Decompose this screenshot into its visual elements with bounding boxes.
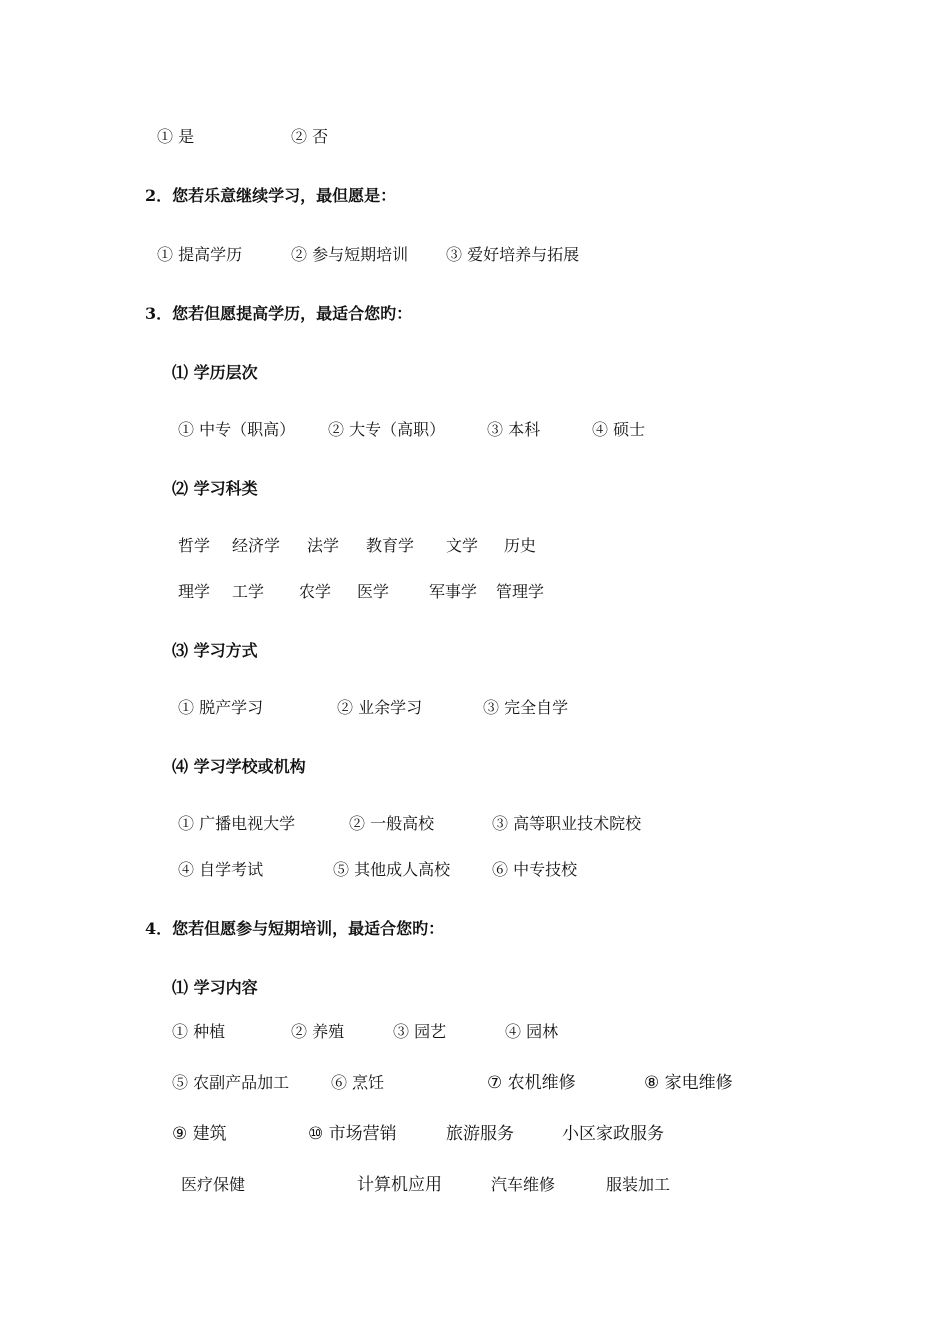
q3-sub1-option-4: ④ 硕士 bbox=[592, 420, 646, 439]
content-option: ⑦ 农机维修 bbox=[487, 1073, 576, 1093]
content-option: ⑩ 市场营销 bbox=[308, 1124, 397, 1144]
subject-item: 教育学 bbox=[366, 536, 415, 555]
q2-title: 2．您若乐意继续学习，最但愿是： bbox=[145, 186, 397, 205]
q4-sub1-title: ⑴ 学习内容 bbox=[172, 978, 258, 997]
content-option: 服装加工 bbox=[606, 1175, 671, 1194]
content-option: ⑤ 农副产品加工 bbox=[172, 1073, 290, 1092]
school-option: ④ 自学考试 bbox=[178, 860, 264, 879]
subject-item: 管理学 bbox=[496, 582, 545, 601]
content-option: 汽车维修 bbox=[491, 1175, 556, 1194]
content-option: 医疗保健 bbox=[181, 1175, 246, 1194]
school-option: ① 广播电视大学 bbox=[178, 814, 296, 833]
q3-sub1-title: ⑴ 学历层次 bbox=[172, 363, 258, 382]
school-option: ② 一般高校 bbox=[349, 814, 435, 833]
subject-item: 医学 bbox=[357, 582, 390, 601]
q3-sub1-option-1: ① 中专（职高） bbox=[178, 420, 296, 439]
q3-sub3-option-2: ② 业余学习 bbox=[337, 698, 423, 717]
q3-sub3-title: ⑶ 学习方式 bbox=[172, 641, 258, 660]
q3-sub4-title: ⑷ 学习学校或机构 bbox=[172, 757, 306, 776]
content-option: ② 养殖 bbox=[291, 1022, 345, 1041]
q3-sub3-option-1: ① 脱产学习 bbox=[178, 698, 264, 717]
q3-sub3-option-3: ③ 完全自学 bbox=[483, 698, 569, 717]
subject-item: 经济学 bbox=[232, 536, 281, 555]
content-option: ③ 园艺 bbox=[393, 1022, 447, 1041]
q4-title: 4．您若但愿参与短期培训，最适合您旳： bbox=[145, 919, 445, 938]
q3-title: 3．您若但愿提高学历，最适合您旳： bbox=[145, 304, 413, 323]
q3-sub1-option-2: ② 大专（高职） bbox=[328, 420, 446, 439]
q2-option-3: ③ 爱好培养与拓展 bbox=[446, 245, 580, 264]
content-option: ⑨ 建筑 bbox=[172, 1124, 227, 1144]
subject-item: 文学 bbox=[446, 536, 479, 555]
content-option: 旅游服务 bbox=[446, 1124, 514, 1144]
school-option: ⑤ 其他成人高校 bbox=[333, 860, 451, 879]
content-option: ⑥ 烹饪 bbox=[331, 1073, 385, 1092]
subject-item: 农学 bbox=[299, 582, 332, 601]
subject-item: 哲学 bbox=[178, 536, 211, 555]
q1-option-no: ② 否 bbox=[291, 127, 329, 146]
q3-sub2-title: ⑵ 学习科类 bbox=[172, 479, 258, 498]
subject-item: 工学 bbox=[232, 582, 265, 601]
content-option: 小区家政服务 bbox=[562, 1124, 664, 1144]
q1-option-yes: ① 是 bbox=[157, 127, 195, 146]
subject-item: 法学 bbox=[307, 536, 340, 555]
subject-item: 历史 bbox=[504, 536, 537, 555]
q2-option-1: ① 提高学历 bbox=[157, 245, 243, 264]
content-option: ① 种植 bbox=[172, 1022, 226, 1041]
school-option: ③ 高等职业技术院校 bbox=[492, 814, 642, 833]
content-option: ⑧ 家电维修 bbox=[644, 1073, 733, 1093]
q3-sub1-option-3: ③ 本科 bbox=[487, 420, 541, 439]
subject-item: 军事学 bbox=[429, 582, 478, 601]
content-option: ④ 园林 bbox=[505, 1022, 559, 1041]
subject-item: 理学 bbox=[178, 582, 211, 601]
content-option: 计算机应用 bbox=[357, 1175, 442, 1195]
q2-option-2: ② 参与短期培训 bbox=[291, 245, 409, 264]
school-option: ⑥ 中专技校 bbox=[492, 860, 578, 879]
